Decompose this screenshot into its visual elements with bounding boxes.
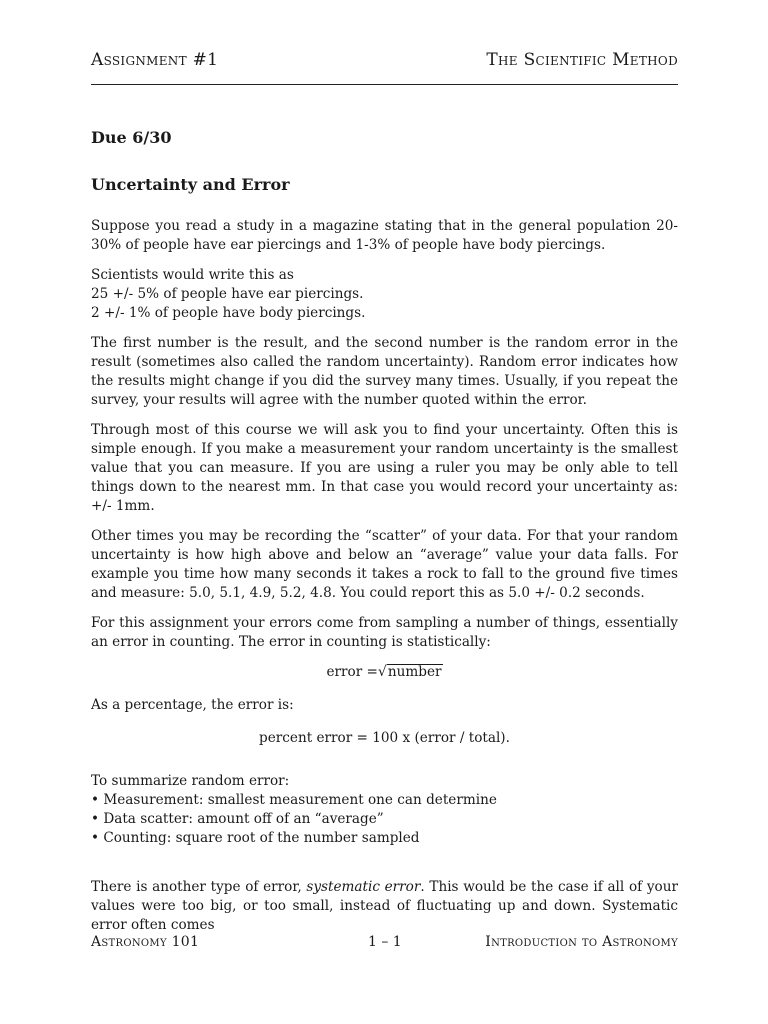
- summary-bullet-measurement: • Measurement: smallest measurement one can determine: [91, 792, 497, 808]
- section-heading: Uncertainty and Error: [91, 175, 290, 194]
- footer-page-number: 1 – 1: [368, 934, 402, 950]
- equation-counting-error: [91, 663, 678, 682]
- paragraph-intro: Suppose you read a study in a magazine stating that in the general population 20-30% of people have ear piercings and 1-3% of people have body piercings.: [91, 218, 678, 253]
- summary-intro: To summarize random error:: [91, 773, 290, 789]
- equation-lhs: error =: [326, 664, 378, 680]
- equation-percent-error: percent error = 100 x (error / total).: [259, 730, 510, 746]
- page-footer: [91, 934, 678, 954]
- header-assignment-title: Assignment #1: [91, 50, 219, 70]
- body-text: [91, 217, 678, 946]
- footer-course: Astronomy 101: [91, 934, 200, 950]
- square-root-symbol: √: [377, 664, 387, 680]
- paragraph-scatter: Other times you may be recording the “scatter” of your data. For that your random uncertainty is how high above and below an “average” value your data falls. For example you time how many seconds it takes a rock to fall to the ground five times and measure: 5.0, 5.1, 4.9, 5.2, 4.8. You could report this as 5.0 +/- 0.2 seconds.: [91, 528, 678, 601]
- paragraph-counting: For this assignment your errors come from sampling a number of things, essentially an error in counting. The error in counting is statistically:: [91, 615, 678, 650]
- header-topic-title: The Scientific Method: [486, 50, 678, 70]
- systematic-error-term: systematic error: [306, 879, 421, 895]
- paragraph-notation: [91, 266, 678, 323]
- summary-bullet-scatter: • Data scatter: amount off of an “average”: [91, 811, 384, 827]
- notation-line-3: 2 +/- 1% of people have body piercings.: [91, 305, 366, 321]
- equation-radicand: number: [387, 664, 442, 680]
- due-date-heading: Due 6/30: [91, 128, 172, 147]
- header-rule: [91, 84, 678, 85]
- paragraph-systematic-error: [91, 878, 678, 935]
- summary-list: [91, 772, 678, 848]
- paragraph-percentage: As a percentage, the error is:: [91, 697, 294, 713]
- notation-line-1: Scientists would write this as: [91, 267, 294, 283]
- systematic-text-a: There is another type of error,: [91, 879, 307, 895]
- summary-bullet-counting: • Counting: square root of the number sampled: [91, 830, 420, 846]
- paragraph-random-error: The first number is the result, and the second number is the random error in the result (sometimes also called the random uncertainty). Random error indicates how the results might change if you did the survey many times. Usually, if you repeat the survey, your results will agree with the number quoted within the error.: [91, 335, 678, 408]
- paragraph-uncertainty: Through most of this course we will ask you to find your uncertainty. Often this is simple enough. If you make a measurement your random uncertainty is the smallest value that you can measure. If you are using a ruler you may be only able to tell things down to the nearest mm. In that case you would record your uncertainty as: +/- 1mm.: [91, 422, 678, 514]
- systematic-text-b: . This would be the case if all of your values were too big, or too small, instead of fluctuating up and down. Systematic error often comes: [91, 879, 678, 933]
- footer-course-title: Introduction to Astronomy: [485, 934, 678, 950]
- page-header: [91, 50, 678, 74]
- notation-line-2: 25 +/- 5% of people have ear piercings.: [91, 286, 364, 302]
